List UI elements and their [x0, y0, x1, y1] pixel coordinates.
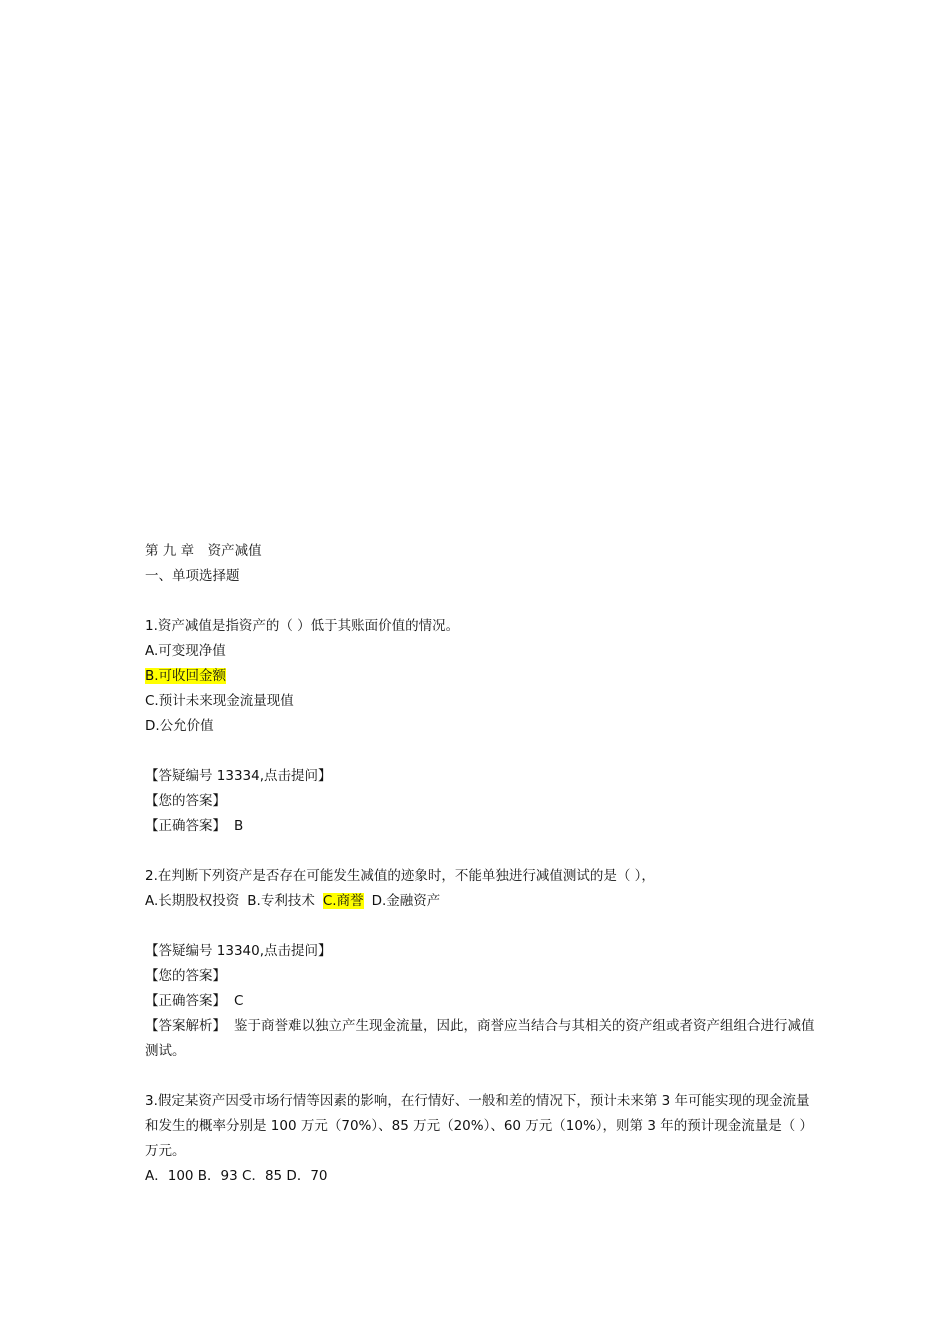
q3-stem: 3.假定某资产因受市场行情等因素的影响，在行情好、一般和差的情况下，预计未来第 3 年可能实现的现金流量和发生的概率分别是 100 万元（70%）、85 万元（20%）、60 万元（10%），则第 3 年的预计现金流量是（ ）万元。 [145, 1093, 814, 1159]
q1-option-a: A.可变现净值 [145, 643, 226, 659]
q2-analysis-text: 鉴于商誉难以独立产生现金流量，因此，商誉应当结合与其相关的资产组或者资产组组合进行减值测试。 [145, 1018, 815, 1059]
q2-option-c-highlighted: C.商誉 [322, 893, 364, 909]
q3-options: A．100 B．93 C．85 D．70 [145, 1168, 328, 1184]
q2-option-a: A.长期股权投资 [145, 893, 240, 909]
q2-your-answer: 【您的答案】 [145, 968, 226, 984]
question-1 [145, 614, 815, 839]
q1-option-b-highlighted: B.可收回金额 [145, 668, 227, 684]
question-2 [145, 864, 815, 1064]
section-title: 一、单项选择题 [145, 568, 240, 584]
q1-option-d: D.公允价值 [145, 718, 214, 734]
document-body [145, 539, 815, 1189]
chapter-title: 第 九 章 资产减值 [145, 543, 262, 559]
q1-correct-label: 【正确答案】 [145, 818, 226, 834]
q2-correct-label: 【正确答案】 [145, 993, 226, 1009]
q1-your-answer: 【您的答案】 [145, 793, 226, 809]
q1-qa-link[interactable]: 【答疑编号 13334,点击提问】 [145, 768, 332, 784]
q2-stem: 2.在判断下列资产是否存在可能发生减值的迹象时，不能单独进行减值测试的是（ ）， [145, 868, 655, 884]
question-3 [145, 1089, 815, 1189]
q1-correct-value: B [234, 818, 244, 834]
q2-qa-link[interactable]: 【答疑编号 13340,点击提问】 [145, 943, 332, 959]
q2-option-d: D.金融资产 [371, 893, 441, 909]
q2-correct-value: C [234, 993, 244, 1009]
q1-stem: 1.资产减值是指资产的（ ）低于其账面价值的情况。 [145, 618, 460, 634]
q2-option-b: B.专利技术 [247, 893, 315, 909]
q2-analysis-label: 【答案解析】 [145, 1018, 226, 1034]
q1-option-c: C.预计未来现金流量现值 [145, 693, 294, 709]
